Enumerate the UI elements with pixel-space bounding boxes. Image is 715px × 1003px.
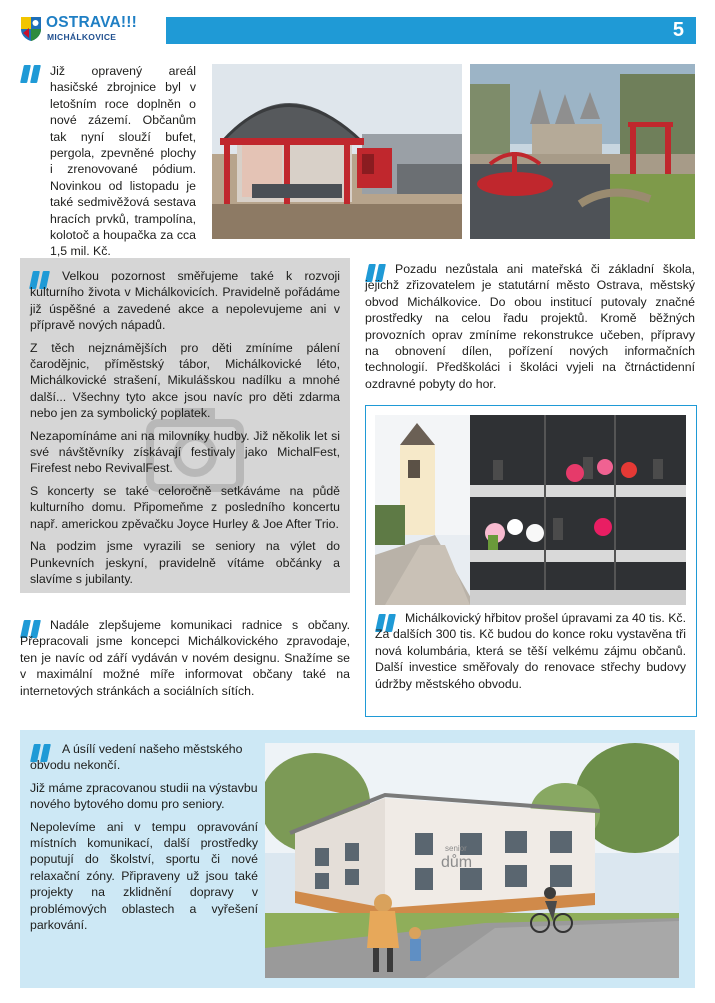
text-communication bbox=[20, 617, 350, 705]
header-bar bbox=[166, 17, 696, 44]
coat-of-arms-icon bbox=[20, 16, 42, 42]
paragraph: Již opravený areál hasičské zbrojnice byl v letošním roce doplněn o nové zázemí. Občanům tak nyní slouží bufet, pergola, zpevněné plochy i zrenovované pódium. Novinkou od listopadu je také sedmivěžová sestava hracích prvků, trampolína, kolotoč a houpačka za cca 1,5 mil. Kč. bbox=[50, 64, 196, 259]
page-number: 5 bbox=[672, 19, 684, 41]
text-firestation bbox=[50, 63, 196, 266]
paragraph: Na podzim jsme vyrazili se seniory na výlet do Punkevních jeskyní, pravidelně vítáme občánky a slavíme s jubilanty. bbox=[30, 539, 340, 586]
paragraph: Již máme zpracovanou studii na výstavbu nového bytového domu pro seniory. bbox=[30, 780, 258, 812]
photo-cemetery bbox=[375, 415, 686, 605]
paragraph: Z těch nejznámějších pro děti zmíníme pálení čarodějnic, příměstský tábor, Michálkovické léto, Michálkovické strašení, Mikulášskou nadílku a mnohé další... Všechny tyto akce jsou navíc pro děti zdarma nebo jen za symbolický poplatek. bbox=[30, 340, 340, 421]
culture-panel bbox=[20, 258, 350, 593]
paragraph: Velkou pozornost směřujeme také k rozvoji kulturního života v Michálkovicích. Pravidelně pořádáme již úspěšné a zavedené akce a nepolevujeme ani v přípravě nových nápadů. bbox=[30, 269, 340, 333]
sign-senior: senior bbox=[445, 844, 467, 853]
paragraph: Pozadu nezůstala ani mateřská či základní škola, jejichž zřizovatelem je statutární město Ostrava, městský obvod Michálkovice. Do obou institucí putovaly značné prostředky na celou řadu projektů. Kromě běžných provozních oprav zmíníme rekonstrukce učeben, přípravy na obnovení dílen, pořízení nových informačních technologií. Předškoláci i školáci vyjeli na čtrnáctidenní ozdravné pobyty do hor. bbox=[365, 262, 695, 391]
district-name: MICHÁLKOVICE bbox=[47, 32, 117, 42]
text-culture bbox=[30, 268, 340, 593]
cemetery-panel bbox=[365, 405, 697, 717]
text-future bbox=[30, 741, 258, 939]
paragraph: S koncerty se také celoročně setkáváme na půdě kulturního domu. Připomeňme z posledního koncertu např. americkou zpěvačku Joyce Hurley & Joe After Trio. bbox=[30, 483, 340, 531]
future-panel bbox=[20, 730, 695, 988]
sign-dum: dům bbox=[441, 854, 473, 871]
brand-title: OSTRAVA!!! bbox=[46, 14, 137, 31]
photo-pavilion bbox=[212, 64, 462, 239]
quote-mark-icon bbox=[20, 65, 42, 83]
text-cemetery bbox=[375, 610, 686, 698]
masthead bbox=[20, 14, 160, 48]
paragraph: A úsílí vedení našeho městského obvodu nekončí. bbox=[30, 742, 243, 773]
paragraph: Nepolevíme ani v tempu opravování místních komunikací, další prostředky poputují do školství, sportu či nové relaxační zóny. Připraveny už jsou také projekty na zklidnění dopravy v problémových oblastech a vyřešení parkování. bbox=[30, 819, 258, 933]
photo-senior-house bbox=[265, 743, 679, 978]
photo-playground bbox=[470, 64, 695, 239]
paragraph: Nadále zlepšujeme komunikaci radnice s občany. Přepracovali jsme koncepci Michálkovického zpravodaje, ten je navíc od září vydáván v novém designu. Snažíme se v maximální možné míře informovat občany také na internetových stránkách a sociálních sítích. bbox=[20, 618, 350, 698]
paragraph: Nezapomínáme ani na milovníky hudby. Již několik let si své návštěvníky získávají festivaly jako MichalFest, Firefest nebo RevivalFest. bbox=[30, 428, 340, 476]
paragraph: Michálkovický hřbitov prošel úpravami za 40 tis. Kč. Za dalších 300 tis. Kč budou do konce roku vystavěna tři nová kolumbária, která se těší velkému zájmu občanů. Další investice směřovaly do renovace střechy budovy údržby městského obvodu. bbox=[375, 611, 686, 691]
text-school bbox=[365, 261, 695, 398]
